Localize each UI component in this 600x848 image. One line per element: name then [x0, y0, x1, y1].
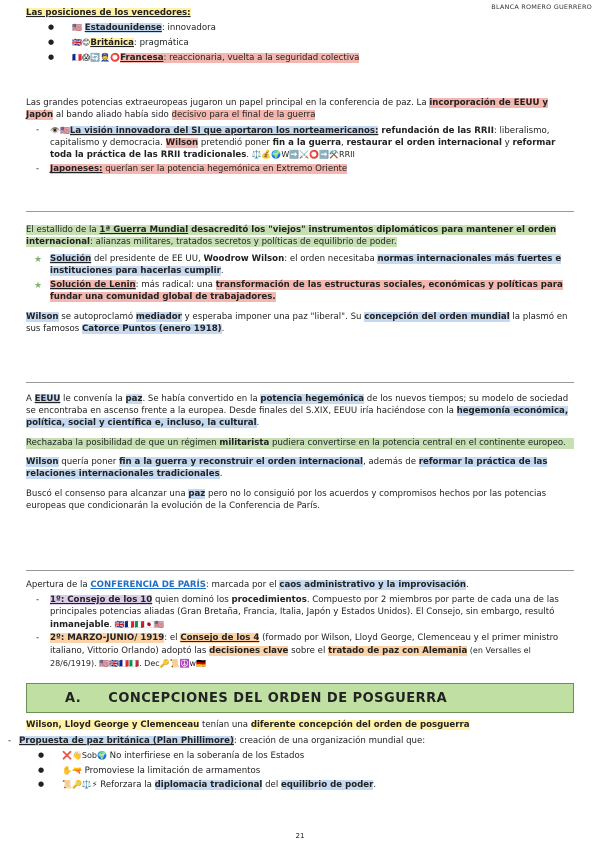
divider-2 — [26, 382, 574, 383]
wilson-mediator: Wilson se autoproclamó mediador y esperaba imponer una paz "liberal". Su concepción del orden mundial la plasmó en sus famosos Catorce Puntos (enero 1918). — [26, 312, 568, 335]
wilson-solution-item: ★ Solución del presidente de EE UU, Woodrow Wilson: el orden necesitaba normas internacionales más fuertes e instituciones para hacerlas cumplir. — [26, 254, 574, 278]
proposal-item: ● ✋🔫 Promoviese la limitación de armamentos — [16, 765, 574, 778]
eeuu-section: A EEUU le convenía la paz. Se había convertido en la potencia hegemónica de los nuevos tiempos; su modelo de sociedad se encontraba en ascenso frente a la europea. Desde finales del S.XIX, EEUU iría haciéndose con la hegemonía económica, política, social y científica e, incluso, la cultural. Rechazaba la posibilidad de que un régimen militarista pudiera convertirse en la potencia central en el continente europeo. Wilson quería poner fin a la guerra y reconstruir el orden internacional, además de reformar la práctica de las relaciones internacionales tradicionales. Buscó el consenso para alcanzar una paz pero no lo consiguió por los acuerdos y compromisos hechos por las potencias europeas que condicionarán la evolución de la Conferencia de París. — [26, 394, 574, 513]
section-heading — [26, 683, 574, 713]
paris-section: Apertura de la CONFERENCIA DE PARÍS: marcada por el caos administrativo y la improvisación. - 1º: Consejo de los 10 quien dominó los procedimientos. Compuesto por 2 miembros por parte de cada una de las principales potencias aliadas (Gran Bretaña, Francia, Italia, Japón y Estados Unidos). El Consejo, sin embargo, resultó inmanejable. 🇬🇧🇫🇷🇮🇹🇯🇵🇺🇸 - 2º: MARZO-JUNIO/ 1919: el Consejo de los 4 (formado por Wilson, Lloyd George, Clemenceau y el primer ministro italiano, Vittorio Orlando) adoptó las decisiones clave sobre el tratado de paz con Alemania (en Versalles el 28/6/1919). 🇺🇸🇬🇧🇫🇷🇮🇹. Dec🔑📜☮️w🇩🇪 — [26, 580, 574, 673]
japan-item: - Japoneses: querían ser la potencia hegemónica en Extremo Oriente — [26, 164, 574, 176]
author-header: BLANCA ROMERO GUERRERO — [491, 3, 592, 11]
militarist-paragraph: Rechazaba la posibilidad de que un régimen militarista pudiera convertirse en la potencia central en el continente europeo. — [26, 438, 574, 450]
paris-conference-link: CONFERENCIA DE PARÍS — [90, 580, 206, 590]
section-label: A. — [65, 691, 82, 706]
british-proposal: - Propuesta de paz británica (Plan Phillimore): creación de una organización mundial que: — [8, 735, 426, 746]
lenin-solution-item: ★ Solución de Lenin: más radical: una transformación de las estructuras sociales, económicas y políticas para fundar una comunidad global de trabajadores. — [26, 280, 574, 304]
postwar-section: Wilson, Lloyd George y Clemenceau tenían una diferente concepción del orden de posguerra - Propuesta de paz británica (Plan Phillimore): creación de una organización mundial que: ● ❌👋Sob🌍 No interfiriese en la soberanía de los Estados ● ✋🔫 Promoviese la limitación de armamentos ● 📜🔑⚖️⚡ Reforzara la diplomacia tradicional del equilibrio de poder. — [26, 720, 574, 794]
outbreak-section: El estallido de la 1ª Guerra Mundial desacreditó los "viejos" instrumentos diplomáticos para mantener el orden internacional: alianzas militares, tratados secretos y políticas de equilibrio de poder. ★ Solución del presidente de EE UU, Woodrow Wilson: el orden necesitaba normas internacionales más fuertes e instituciones para hacerlas cumplir. ★ Solución de Lenin: más radical: una transformación de las estructuras sociales, económicas y políticas para fundar una comunidad global de trabajadores. Wilson se autoproclamó mediador y esperaba imponer una paz "liberal". Su concepción del orden mundial la plasmó en sus famosos Catorce Puntos (enero 1918). — [26, 225, 574, 336]
consensus-paragraph: Buscó el consenso para alcanzar una paz pero no lo consiguió por los acuerdos y compromisos hechos por las potencias europeas que condicionarán la evolución de la Conferencia de París. — [26, 489, 547, 512]
victors-section — [26, 8, 574, 66]
victors-title: Las posiciones de los vencedores: — [26, 8, 191, 18]
proposal-item: ● ❌👋Sob🌍 No interfiriese en la soberanía de los Estados — [16, 750, 574, 763]
powers-paragraph: Las grandes potencias extraeuropeas jugaron un papel principal en la conferencia de paz. La incorporación de EEUU y Japón al bando aliado había sido decisivo para el final de la guerra - 👁️🇺🇸La visión innovadora del SI que aportaron los norteamericanos: refundación de las RRII: liberalismo, capitalismo y democracia. Wilson pretendió poner fin a la guerra, restaurar el orden internacional y reformar toda la práctica de las RRII tradicionales. ⚖️💰🌍W➡️⚔️⭕➡️⚒️RRII - Japoneses: querían ser la potencia hegemónica en Extremo Oriente — [26, 98, 574, 178]
divider-3 — [26, 570, 574, 571]
page-number: 21 — [295, 832, 305, 840]
victor-item-uk: ● 🇬🇧😊Británica: pragmática — [26, 37, 574, 50]
proposal-item: ● 📜🔑⚖️⚡ Reforzara la diplomacia tradicional del equilibrio de poder. — [16, 779, 574, 792]
council-of-four-item: - 2º: MARZO-JUNIO/ 1919: el Consejo de los 4 (formado por Wilson, Lloyd George, Clemenceau y el primer ministro italiano, Vittorio Orlando) adoptó las decisiones clave sobre el tratado de paz con Alemania (en Versalles el 28/6/1919). 🇺🇸🇬🇧🇫🇷🇮🇹. Dec🔑📜☮️w🇩🇪 — [26, 633, 574, 671]
divider-1 — [26, 211, 574, 212]
victor-item-fr: ● 🇫🇷😱🔄👮⭕Francesa: reaccionaria, vuelta a la seguridad colectiva — [26, 52, 574, 65]
us-vision-item: - 👁️🇺🇸La visión innovadora del SI que aportaron los norteamericanos: refundación de las RRII: liberalismo, capitalismo y democracia. Wilson pretendió poner fin a la guerra, restaurar el orden internacional y reformar toda la práctica de las RRII tradicionales. ⚖️💰🌍W➡️⚔️⭕➡️⚒️RRII — [26, 125, 574, 163]
victor-item-us: ● 🇺🇸 Estadounidense: innovadora — [26, 22, 574, 35]
section-title: CONCEPCIONES DEL ORDEN DE POSGUERRA — [108, 691, 448, 706]
council-of-ten-item: - 1º: Consejo de los 10 quien dominó los procedimientos. Compuesto por 2 miembros por parte de cada una de las principales potencias aliadas (Gran Bretaña, Francia, Italia, Japón y Estados Unidos). El Consejo, sin embargo, resultó inmanejable. 🇬🇧🇫🇷🇮🇹🇯🇵🇺🇸 — [26, 595, 574, 632]
wilson-goal-paragraph: Wilson quería poner fin a la guerra y reconstruir el orden internacional, además de reformar la práctica de las relaciones internacionales tradicionales. — [26, 457, 548, 480]
